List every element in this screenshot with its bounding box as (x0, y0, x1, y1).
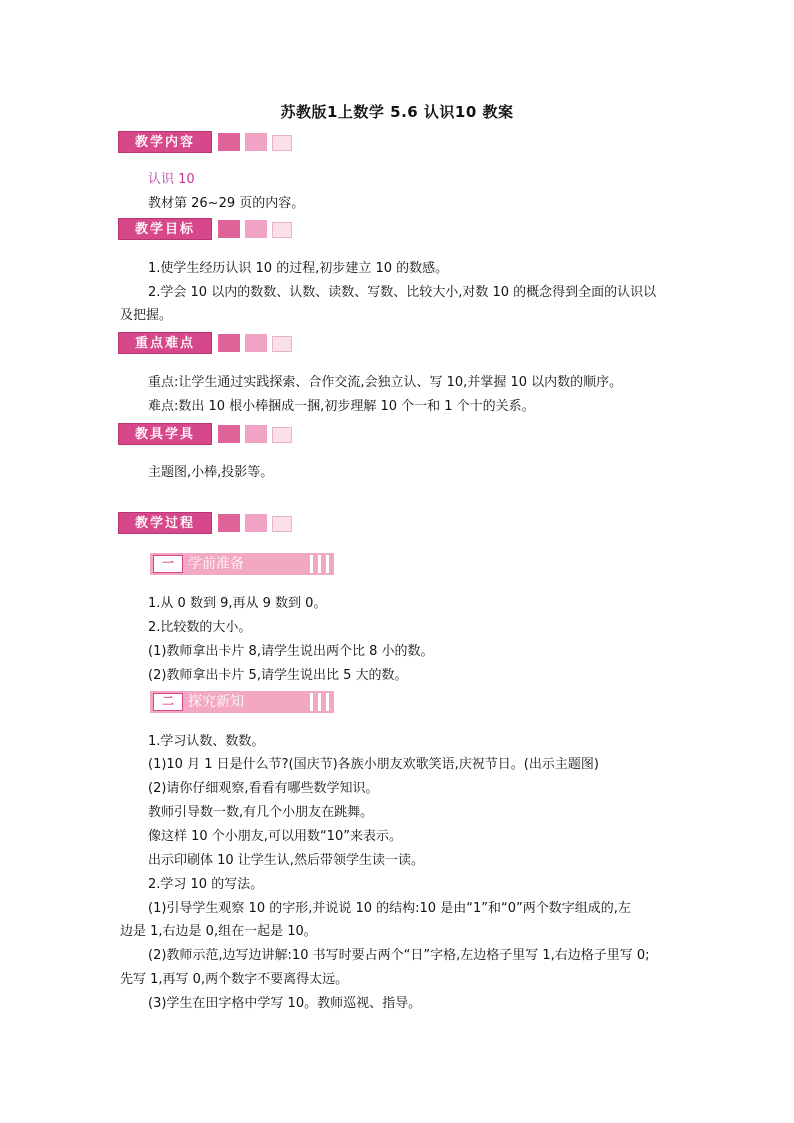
content-text: 教材第 26~29 页的内容。 (148, 196, 305, 211)
subsection-number: 一 (153, 555, 183, 573)
explore-line: (2)教师示范,边写边讲解:10 书写时要占两个“日”字格,左边格子里写 1,右边格子里写 0; (148, 948, 650, 963)
decor-bar (326, 555, 329, 573)
goal-line: 1.使学生经历认识 10 的过程,初步建立 10 的数感。 (148, 261, 449, 276)
decor-square (272, 336, 292, 352)
tools-line: 主题图,小棒,投影等。 (148, 465, 274, 480)
decor-square (245, 133, 267, 151)
section-label: 教学过程 (118, 512, 212, 534)
key-line: 重点:让学生通过实践探索、合作交流,会独立认、写 10,并掌握 10 以内数的顺序。 (148, 375, 623, 390)
explore-line: 教师引导数一数,有几个小朋友在跳舞。 (148, 805, 374, 820)
page-title: 苏教版1上数学 5.6 认识10 教案 (280, 103, 514, 121)
prep-line: 2.比较数的大小。 (148, 620, 252, 635)
decor-square (218, 514, 240, 532)
decor-bar (318, 555, 321, 573)
key-line: 难点:数出 10 根小棒捆成一捆,初步理解 10 个一和 1 个十的关系。 (148, 399, 535, 414)
prep-line: 1.从 0 数到 9,再从 9 数到 0。 (148, 596, 327, 611)
decor-square (272, 516, 292, 532)
section-label: 教具学具 (118, 423, 212, 445)
subsection-label: 探究新知 (188, 694, 244, 710)
explore-line: 边是 1,右边是 0,组在一起是 10。 (120, 924, 317, 939)
decor-square (272, 222, 292, 238)
section-label: 教学目标 (118, 218, 212, 240)
section-label: 重点难点 (118, 332, 212, 354)
subsection-label: 学前准备 (188, 556, 244, 572)
explore-line: 出示印刷体 10 让学生认,然后带领学生读一读。 (148, 853, 424, 868)
explore-line: 1.学习认数、数数。 (148, 734, 265, 749)
decor-bar (310, 555, 313, 573)
explore-line: (3)学生在田字格中学写 10。教师巡视、指导。 (148, 996, 422, 1011)
content-heading: 认识 10 (148, 172, 195, 187)
decor-square (218, 334, 240, 352)
goal-line: 及把握。 (120, 308, 173, 323)
decor-bar (310, 693, 313, 711)
subsection-number: 二 (153, 693, 183, 711)
subsection-header-prep (150, 553, 334, 575)
decor-square (245, 334, 267, 352)
decor-square (272, 427, 292, 443)
explore-line: (1)引导学生观察 10 的字形,并说说 10 的结构:10 是由“1”和“0”两个数字组成的,左 (148, 901, 631, 916)
prep-line: (2)教师拿出卡片 5,请学生说出比 5 大的数。 (148, 668, 408, 683)
decor-square (218, 425, 240, 443)
decor-square (218, 220, 240, 238)
explore-line: 2.学习 10 的写法。 (148, 877, 264, 892)
section-label: 教学内容 (118, 131, 212, 153)
explore-line: (1)10 月 1 日是什么节?(国庆节)各族小朋友欢歌笑语,庆祝节日。(出示主题图) (148, 757, 599, 772)
goal-line: 2.学会 10 以内的数数、认数、读数、写数、比较大小,对数 10 的概念得到全面的认识以 (148, 285, 657, 300)
decor-square (245, 425, 267, 443)
explore-line: 像这样 10 个小朋友,可以用数“10”来表示。 (148, 829, 402, 844)
explore-line: 先写 1,再写 0,两个数字不要离得太远。 (120, 972, 349, 987)
decor-square (218, 133, 240, 151)
decor-square (272, 135, 292, 151)
decor-square (245, 514, 267, 532)
subsection-header-explore (150, 691, 334, 713)
decor-bar (326, 693, 329, 711)
decor-square (245, 220, 267, 238)
decor-bar (318, 693, 321, 711)
prep-line: (1)教师拿出卡片 8,请学生说出两个比 8 小的数。 (148, 644, 434, 659)
explore-line: (2)请你仔细观察,看看有哪些数学知识。 (148, 781, 379, 796)
